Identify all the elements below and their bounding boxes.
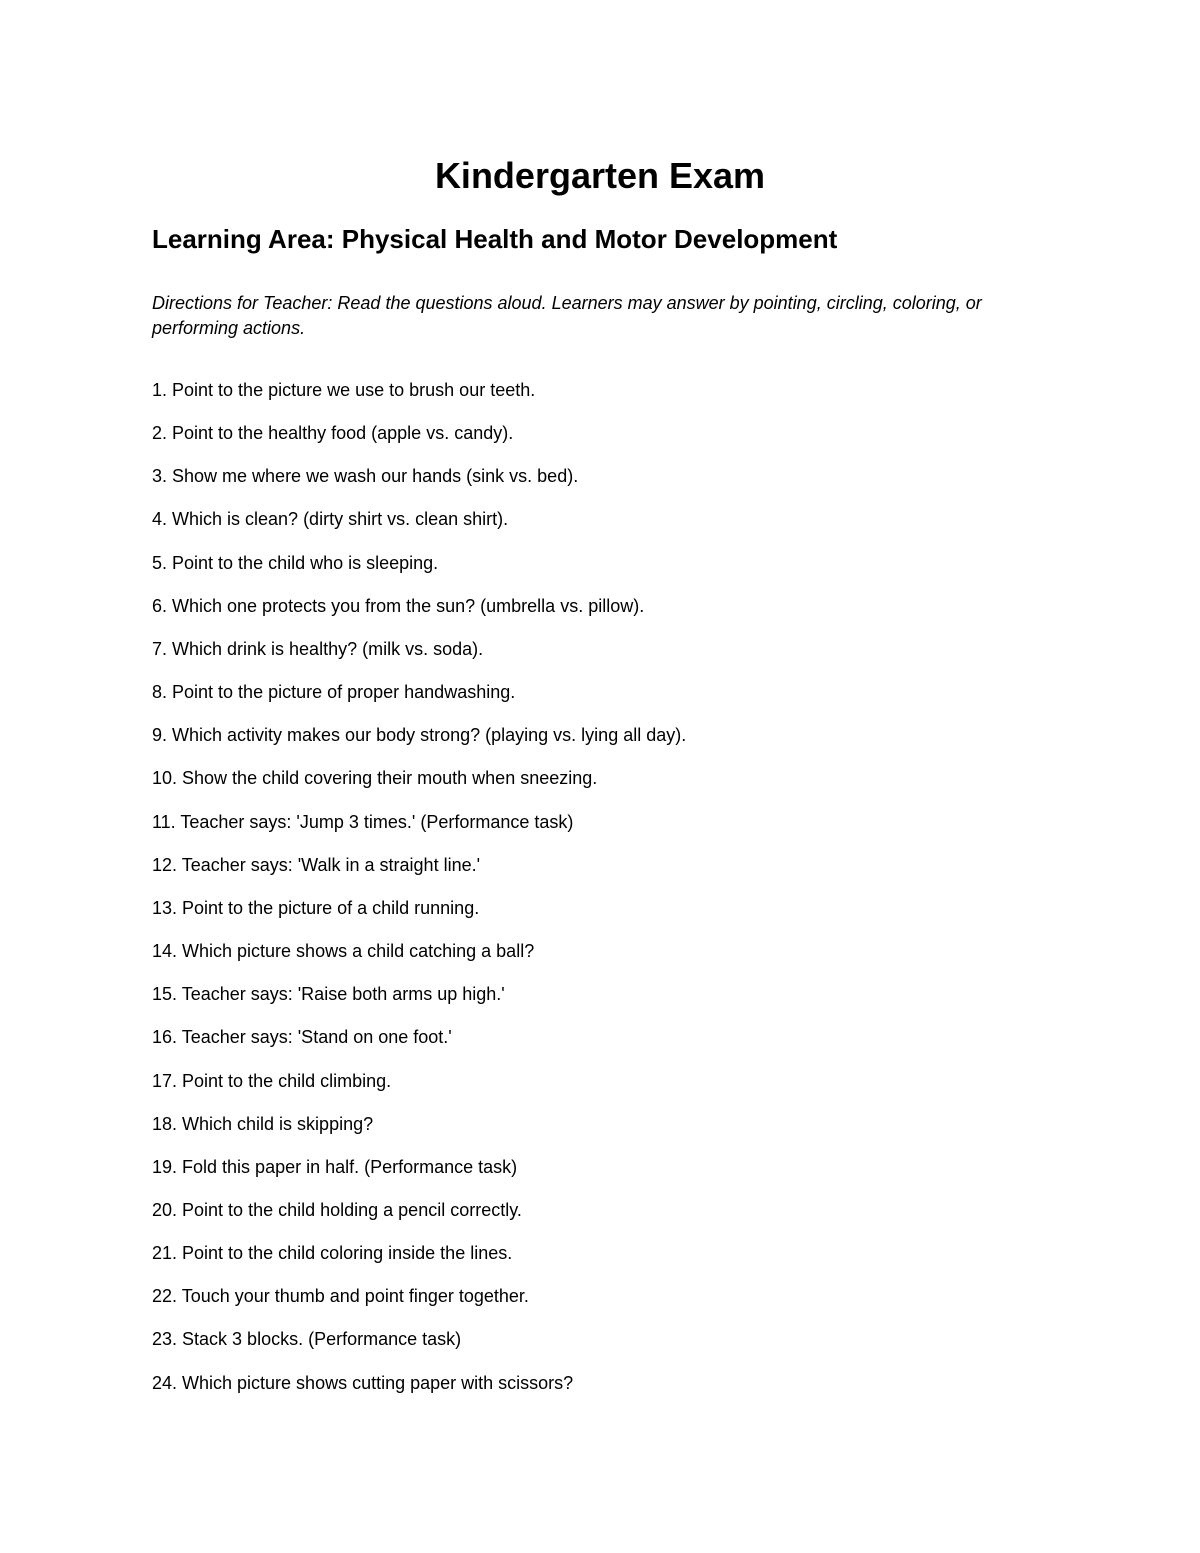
question-item: 22. Touch your thumb and point finger together. bbox=[152, 1286, 529, 1307]
learning-area-heading: Learning Area: Physical Health and Motor Development bbox=[152, 224, 838, 254]
question-item: 21. Point to the child coloring inside the lines. bbox=[152, 1243, 513, 1264]
question-item: 20. Point to the child holding a pencil correctly. bbox=[152, 1199, 522, 1220]
question-item: 9. Which activity makes our body strong? (playing vs. lying all day). bbox=[152, 725, 687, 746]
question-item: 2. Point to the healthy food (apple vs. candy). bbox=[152, 423, 514, 444]
question-item: 4. Which is clean? (dirty shirt vs. clean shirt). bbox=[152, 509, 509, 530]
question-item: 13. Point to the picture of a child running. bbox=[152, 897, 480, 918]
question-item: 14. Which picture shows a child catching a ball? bbox=[152, 941, 535, 962]
question-item: 15. Teacher says: 'Raise both arms up high.' bbox=[152, 984, 505, 1005]
page-title: Kindergarten Exam bbox=[434, 155, 766, 196]
question-item: 7. Which drink is healthy? (milk vs. soda). bbox=[152, 638, 484, 659]
question-item: 5. Point to the child who is sleeping. bbox=[152, 552, 439, 573]
teacher-directions: Directions for Teacher: Read the questions aloud. Learners may answer by pointing, circling, coloring, or performing actions. bbox=[152, 293, 982, 338]
question-item: 1. Point to the picture we use to brush our teeth. bbox=[152, 380, 536, 400]
question-item: 8. Point to the picture of proper handwashing. bbox=[152, 682, 516, 703]
question-item: 18. Which child is skipping? bbox=[152, 1113, 374, 1134]
question-item: 16. Teacher says: 'Stand on one foot.' bbox=[152, 1027, 452, 1048]
question-item: 3. Show me where we wash our hands (sink vs. bed). bbox=[152, 466, 579, 487]
question-list bbox=[152, 377, 686, 1413]
question-item: 6. Which one protects you from the sun? (umbrella vs. pillow). bbox=[152, 595, 645, 616]
question-item: 23. Stack 3 blocks. (Performance task) bbox=[152, 1329, 462, 1350]
question-item: 12. Teacher says: 'Walk in a straight line.' bbox=[152, 854, 481, 875]
question-item: 24. Which picture shows cutting paper with scissors? bbox=[152, 1372, 574, 1393]
question-item: 10. Show the child covering their mouth when sneezing. bbox=[152, 768, 598, 789]
question-item: 19. Fold this paper in half. (Performance task) bbox=[152, 1156, 518, 1177]
question-item: 11. Teacher says: 'Jump 3 times.' (Performance task) bbox=[152, 811, 574, 832]
question-item: 17. Point to the child climbing. bbox=[152, 1070, 392, 1091]
